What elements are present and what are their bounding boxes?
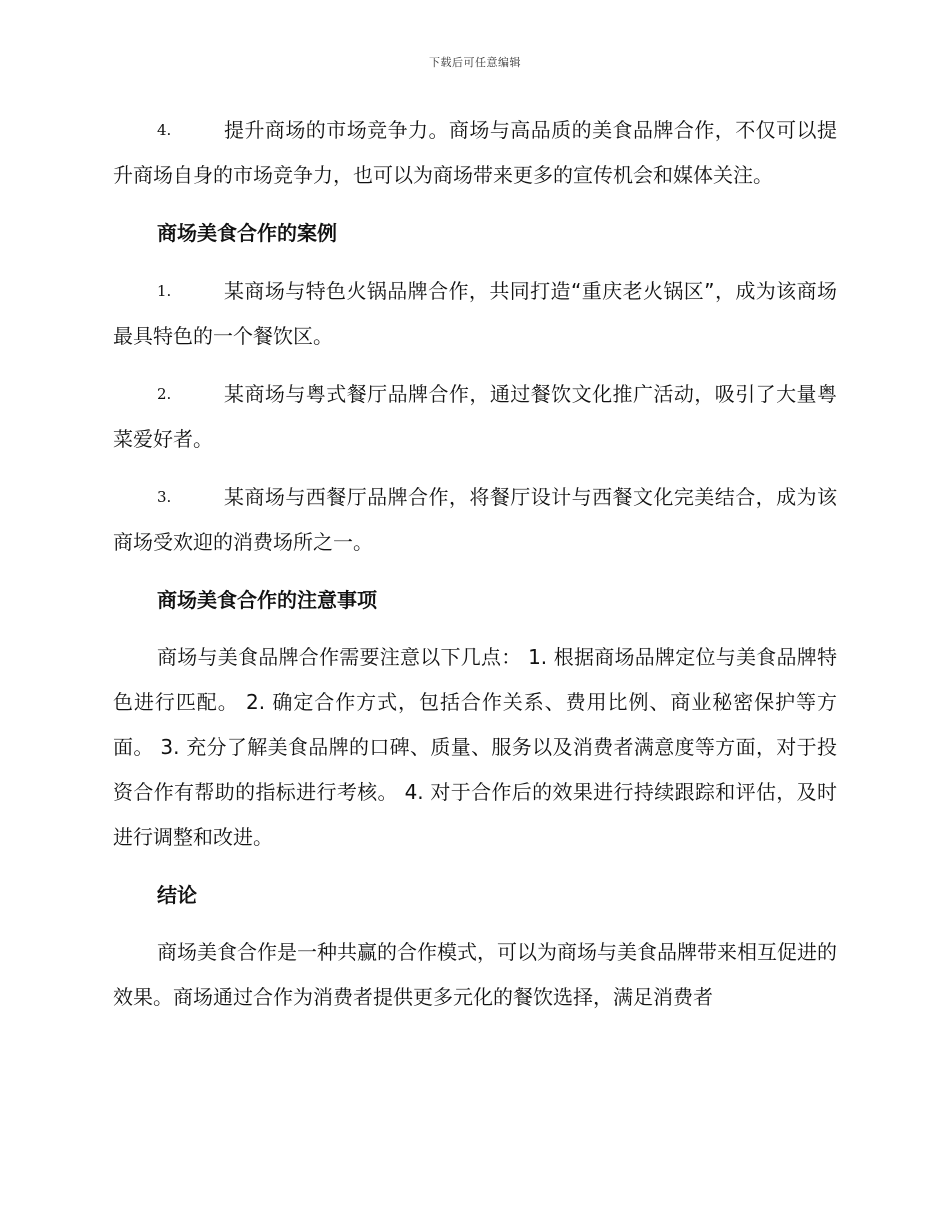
section-heading-cases: 商场美食合作的案例 [157,221,337,245]
section-heading-notes: 商场美食合作的注意事项 [157,588,377,612]
section-heading-conclusion: 结论 [157,883,197,907]
list-number: 2. [157,385,172,403]
list-item-case-3 [113,475,837,565]
list-item-text: 提升商场的市场竞争力。商场与高品质的美食品牌合作，不仅可以提升商场自身的市场竞争力，也可以为商场带来更多的宣传机会和媒体关注。 [113,118,837,187]
list-number: 1. [157,282,172,300]
list-item-text: 某商场与西餐厅品牌合作，将餐厅设计与西餐文化完美结合，成为该商场受欢迎的消费场所之一。 [113,485,837,554]
page-header: 下载后可任意编辑 [429,56,521,69]
document-body [113,108,837,1020]
notes-paragraph: 商场与美食品牌合作需要注意以下几点： 1. 根据商场品牌定位与美食品牌特色进行匹配。 2. 确定合作方式，包括合作关系、费用比例、商业秘密保护等方面。 3. 充分了解美食品牌的口碑、质量、服务以及消费者满意度等方面，对于投资合作有帮助的指标进行考核。 4. 对于合作后的效果进行持续跟踪和评估，及时进行调整和改进。 [113,645,837,849]
list-number: 4. [157,121,172,139]
list-number: 3. [157,488,172,506]
list-item-text: 某商场与粤式餐厅品牌合作，通过餐饮文化推广活动，吸引了大量粤菜爱好者。 [113,382,837,451]
conclusion-paragraph: 商场美食合作是一种共赢的合作模式，可以为商场与美食品牌带来相互促进的效果。商场通过合作为消费者提供更多元化的餐饮选择，满足消费者 [113,940,837,1009]
list-item-case-1 [113,269,837,359]
list-item-text: 某商场与特色火锅品牌合作，共同打造“重庆老火锅区”，成为该商场最具特色的一个餐饮区。 [113,279,837,348]
list-item-case-2 [113,372,837,462]
list-item-point-4 [113,108,837,198]
